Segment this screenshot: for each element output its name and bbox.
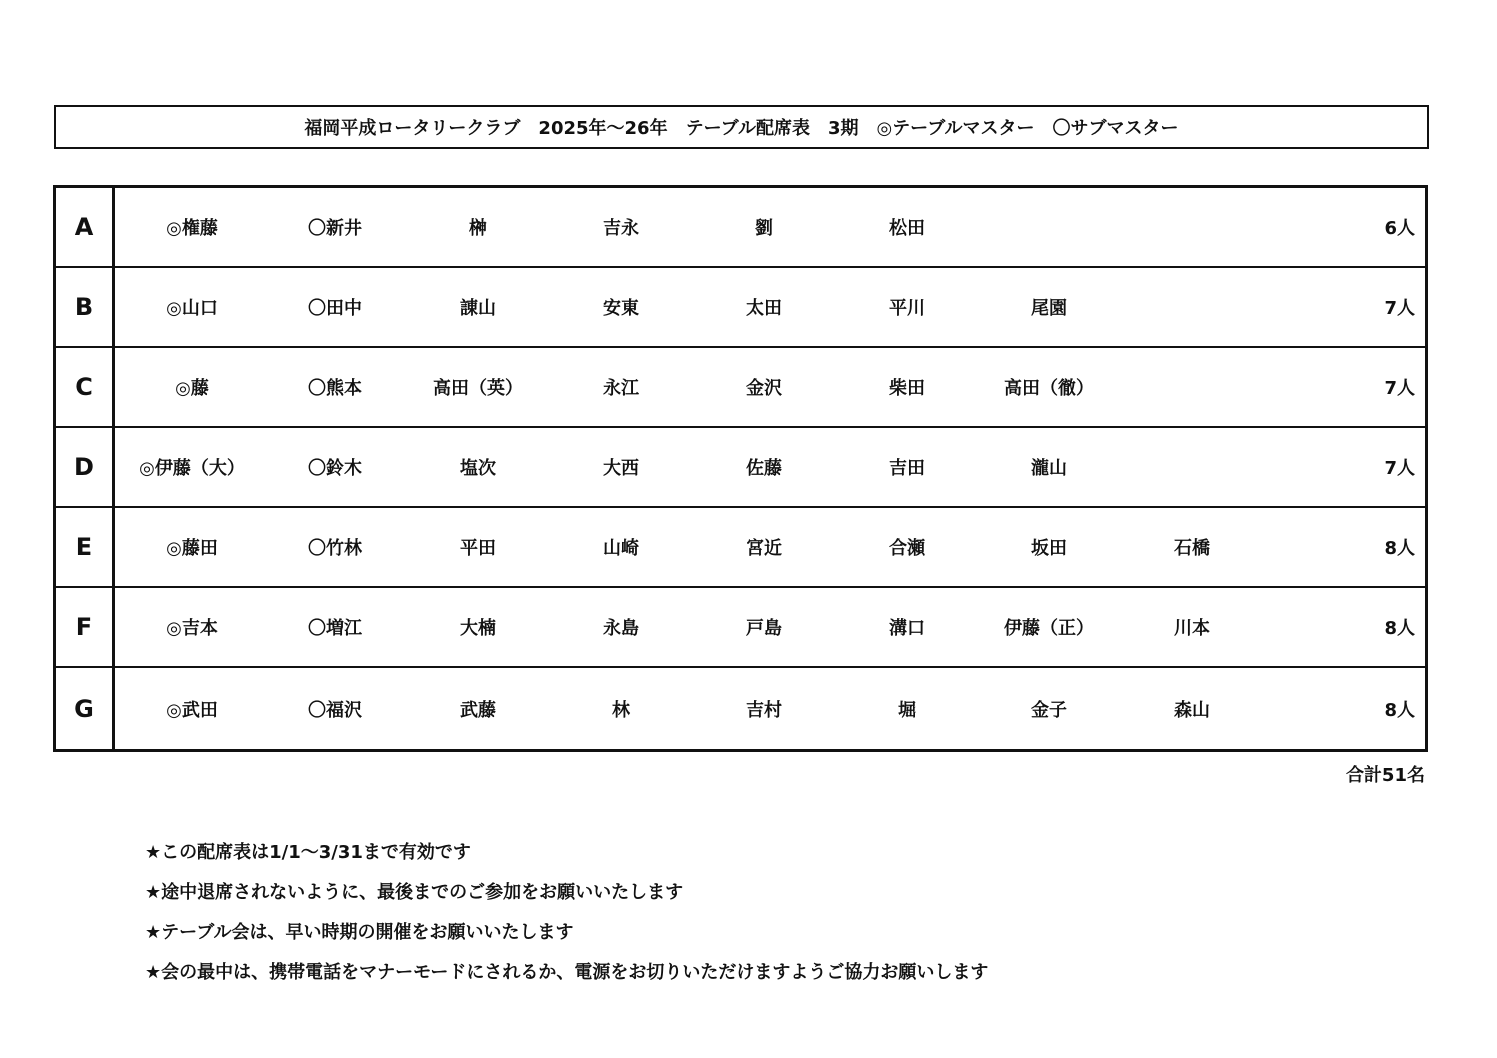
member-name: 安東 xyxy=(603,298,639,319)
member-name: 合瀬 xyxy=(889,538,925,559)
member-name: 川本 xyxy=(1174,618,1210,639)
member-name: 高田（徹） xyxy=(1004,378,1094,399)
member-name: 〇田中 xyxy=(308,298,362,319)
member-name: 永江 xyxy=(603,378,639,399)
member-name: 佐藤 xyxy=(746,458,782,479)
member-name: ◎権藤 xyxy=(166,218,218,239)
member-name: 永島 xyxy=(603,618,639,639)
member-name: 吉永 xyxy=(603,218,639,239)
seating-table xyxy=(53,185,1428,752)
table-label: C xyxy=(56,348,115,426)
member-name: 〇竹林 xyxy=(308,538,362,559)
notes-list xyxy=(145,838,988,998)
member-name: 榊 xyxy=(469,218,487,239)
member-name: 伊藤（正） xyxy=(1004,618,1094,639)
member-count: 8人 xyxy=(1384,699,1415,721)
member-name: 柴田 xyxy=(889,378,925,399)
member-name: 瀧山 xyxy=(1031,458,1067,479)
member-count: 7人 xyxy=(1384,458,1415,479)
member-list xyxy=(115,668,1425,749)
member-name: 塩次 xyxy=(460,458,496,479)
page-title: 福岡平成ロータリークラブ 2025年～26年 テーブル配席表 3期 ◎テーブルマスター 〇サブマスター xyxy=(54,105,1429,149)
member-name: 大西 xyxy=(603,458,639,479)
member-name: 吉村 xyxy=(746,699,782,721)
table-row xyxy=(56,588,1425,668)
member-name: 平川 xyxy=(889,298,925,319)
member-name: 大楠 xyxy=(460,618,496,639)
member-name: 溝口 xyxy=(889,618,925,639)
note-item: ★途中退席されないように、最後までのご参加をお願いいたします xyxy=(145,882,684,903)
member-name: 森山 xyxy=(1174,699,1210,721)
table-row xyxy=(56,428,1425,508)
member-count: 7人 xyxy=(1384,298,1415,319)
member-name: ◎伊藤（大） xyxy=(139,458,245,479)
member-list xyxy=(115,348,1425,426)
member-name: 高田（英） xyxy=(433,378,523,399)
table-row xyxy=(56,268,1425,348)
member-name: 坂田 xyxy=(1031,538,1067,559)
member-name: 〇福沢 xyxy=(308,699,362,721)
member-count: 7人 xyxy=(1384,378,1415,399)
member-name: 金沢 xyxy=(746,378,782,399)
table-row xyxy=(56,188,1425,268)
member-list xyxy=(115,588,1425,666)
member-name: ◎吉本 xyxy=(166,618,218,639)
member-name: 林 xyxy=(612,699,630,721)
member-name: ◎武田 xyxy=(166,699,218,721)
table-label: B xyxy=(56,268,115,346)
member-count: 6人 xyxy=(1384,218,1415,239)
member-name: ◎藤田 xyxy=(166,538,218,559)
member-name: ◎山口 xyxy=(166,298,218,319)
member-name: 宮近 xyxy=(746,538,782,559)
member-name: 石橋 xyxy=(1174,538,1210,559)
member-name: 山崎 xyxy=(603,538,639,559)
table-label: F xyxy=(56,588,115,666)
member-list xyxy=(115,428,1425,506)
note-item: ★会の最中は、携帯電話をマナーモードにされるか、電源をお切りいただけますようご協力お願いします xyxy=(145,962,989,983)
table-label: G xyxy=(56,668,115,749)
table-row xyxy=(56,668,1425,749)
note-item: ★この配席表は1/1～3/31まで有効です xyxy=(145,842,471,863)
member-name: 劉 xyxy=(755,218,773,239)
member-count: 8人 xyxy=(1384,618,1415,639)
member-name: 〇新井 xyxy=(308,218,362,239)
member-list xyxy=(115,188,1425,266)
member-list xyxy=(115,508,1425,586)
member-name: 太田 xyxy=(746,298,782,319)
member-name: 平田 xyxy=(460,538,496,559)
table-label: E xyxy=(56,508,115,586)
member-name: 〇熊本 xyxy=(308,378,362,399)
total-count: 合計51名 xyxy=(1345,765,1425,786)
member-name: 尾園 xyxy=(1031,298,1067,319)
member-name: 堀 xyxy=(898,699,916,721)
member-name: 〇増江 xyxy=(308,618,362,639)
member-name: 金子 xyxy=(1031,699,1067,721)
table-label: D xyxy=(56,428,115,506)
member-name: 〇鈴木 xyxy=(308,458,362,479)
table-label: A xyxy=(56,188,115,266)
member-count: 8人 xyxy=(1384,538,1415,559)
table-row xyxy=(56,508,1425,588)
member-name: 諌山 xyxy=(460,298,496,319)
member-name: 松田 xyxy=(889,218,925,239)
table-row xyxy=(56,348,1425,428)
member-name: ◎藤 xyxy=(175,378,209,399)
member-name: 武藤 xyxy=(460,699,496,721)
member-name: 吉田 xyxy=(889,458,925,479)
member-name: 戸島 xyxy=(746,618,782,639)
member-list xyxy=(115,268,1425,346)
note-item: ★テーブル会は、早い時期の開催をお願いいたします xyxy=(145,922,574,943)
